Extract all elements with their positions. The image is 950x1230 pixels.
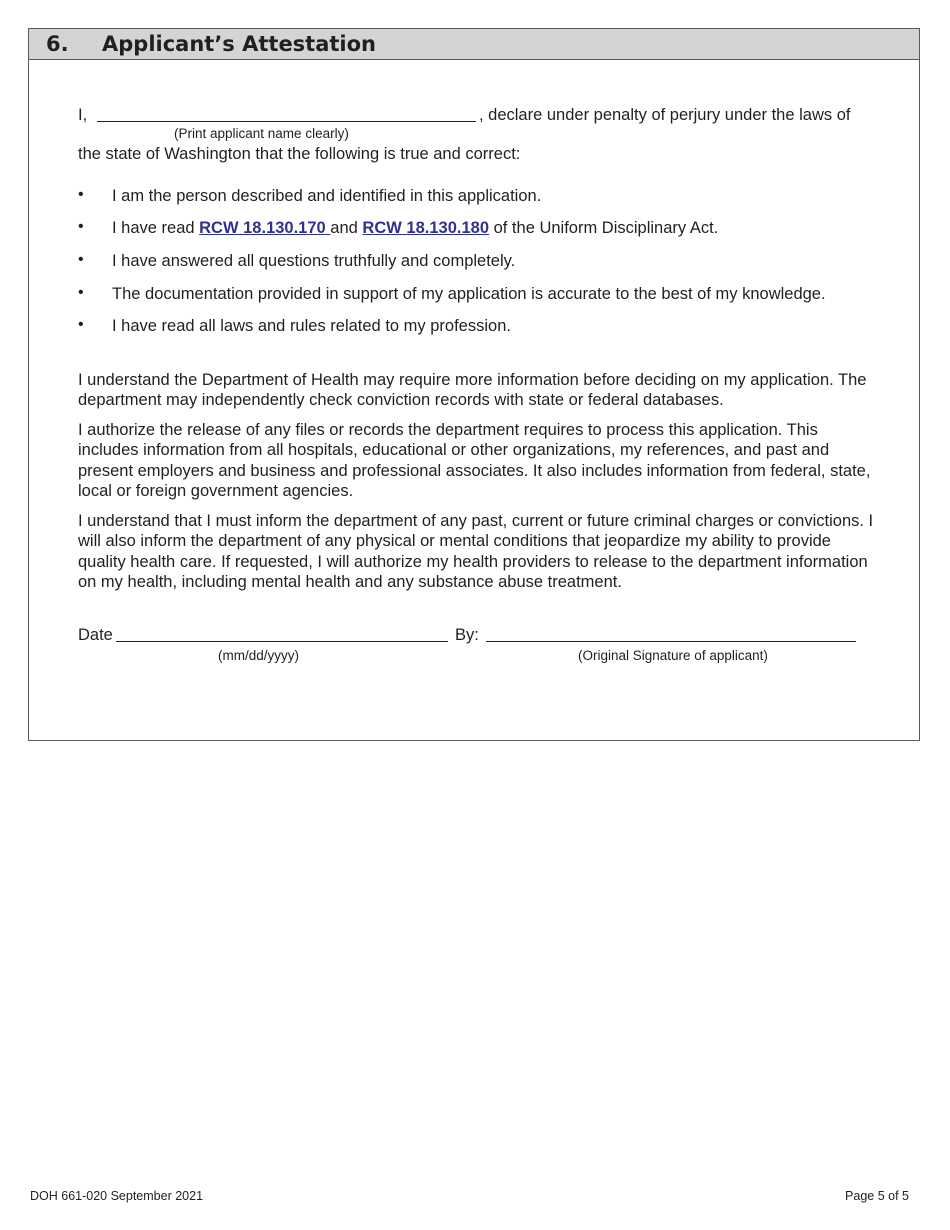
- declaration-suffix: , declare under penalty of perjury under the laws of: [479, 106, 851, 124]
- bullet-marker: •: [78, 251, 84, 268]
- bullet-text: and: [330, 219, 363, 237]
- bullet-marker: •: [78, 218, 84, 235]
- bullet-item: I am the person described and identified in this application.: [112, 187, 542, 205]
- signature-field[interactable]: [486, 641, 856, 642]
- section-number: 6.: [46, 32, 69, 56]
- by-label: By:: [455, 626, 479, 644]
- bullet-marker: •: [78, 186, 84, 203]
- rcw-18-130-170-link[interactable]: RCW 18.130.170: [199, 219, 331, 237]
- bullet-text: I have read: [112, 219, 200, 237]
- bullet-item: The documentation provided in support of my application is accurate to the best of my knowledge.: [112, 285, 826, 303]
- date-field[interactable]: [116, 641, 448, 642]
- date-label: Date: [78, 626, 113, 644]
- bullet-text: of the Uniform Disciplinary Act.: [489, 219, 719, 237]
- rcw-18-130-180-link[interactable]: RCW 18.130.180: [362, 219, 489, 237]
- bullet-marker: •: [78, 284, 84, 301]
- section-title: Applicant’s Attestation: [102, 32, 377, 56]
- bullet-item: I have read all laws and rules related to my profession.: [112, 317, 511, 335]
- paragraph-inform-department: I understand that I must inform the department of any past, current or future criminal charges or convictions. I will also inform the department of any physical or mental conditions that jeopardize my ability to provide quality health care. If requested, I will authorize my health providers to release to the department information on my health, including mental health and any substance abuse treatment.: [78, 512, 874, 591]
- bullet-item-rcw: [112, 218, 718, 238]
- form-id: DOH 661-020 September 2021: [30, 1189, 204, 1203]
- signature-hint: (Original Signature of applicant): [578, 648, 768, 663]
- paragraph-authorize-release: I authorize the release of any files or records the department requires to process this application. This includes information from all hospitals, educational or other organizations, my references, and past and present employers and business and professional associates. It also includes information from federal, state, local or foreign government agencies.: [78, 421, 871, 500]
- section-header: [29, 29, 919, 60]
- name-field-hint: (Print applicant name clearly): [174, 126, 349, 141]
- bullet-marker: •: [78, 316, 84, 333]
- applicant-name-field[interactable]: [97, 121, 476, 122]
- declaration-continuation: the state of Washington that the following is true and correct:: [78, 145, 521, 163]
- bullet-item: I have answered all questions truthfully and completely.: [112, 252, 516, 270]
- declaration-prefix: I,: [78, 106, 88, 124]
- paragraph-more-information: I understand the Department of Health may require more information before deciding on my application. The department may independently check conviction records with state or federal databases.: [78, 371, 867, 410]
- date-format-hint: (mm/dd/yyyy): [218, 648, 299, 663]
- page-number: Page 5 of 5: [845, 1189, 909, 1203]
